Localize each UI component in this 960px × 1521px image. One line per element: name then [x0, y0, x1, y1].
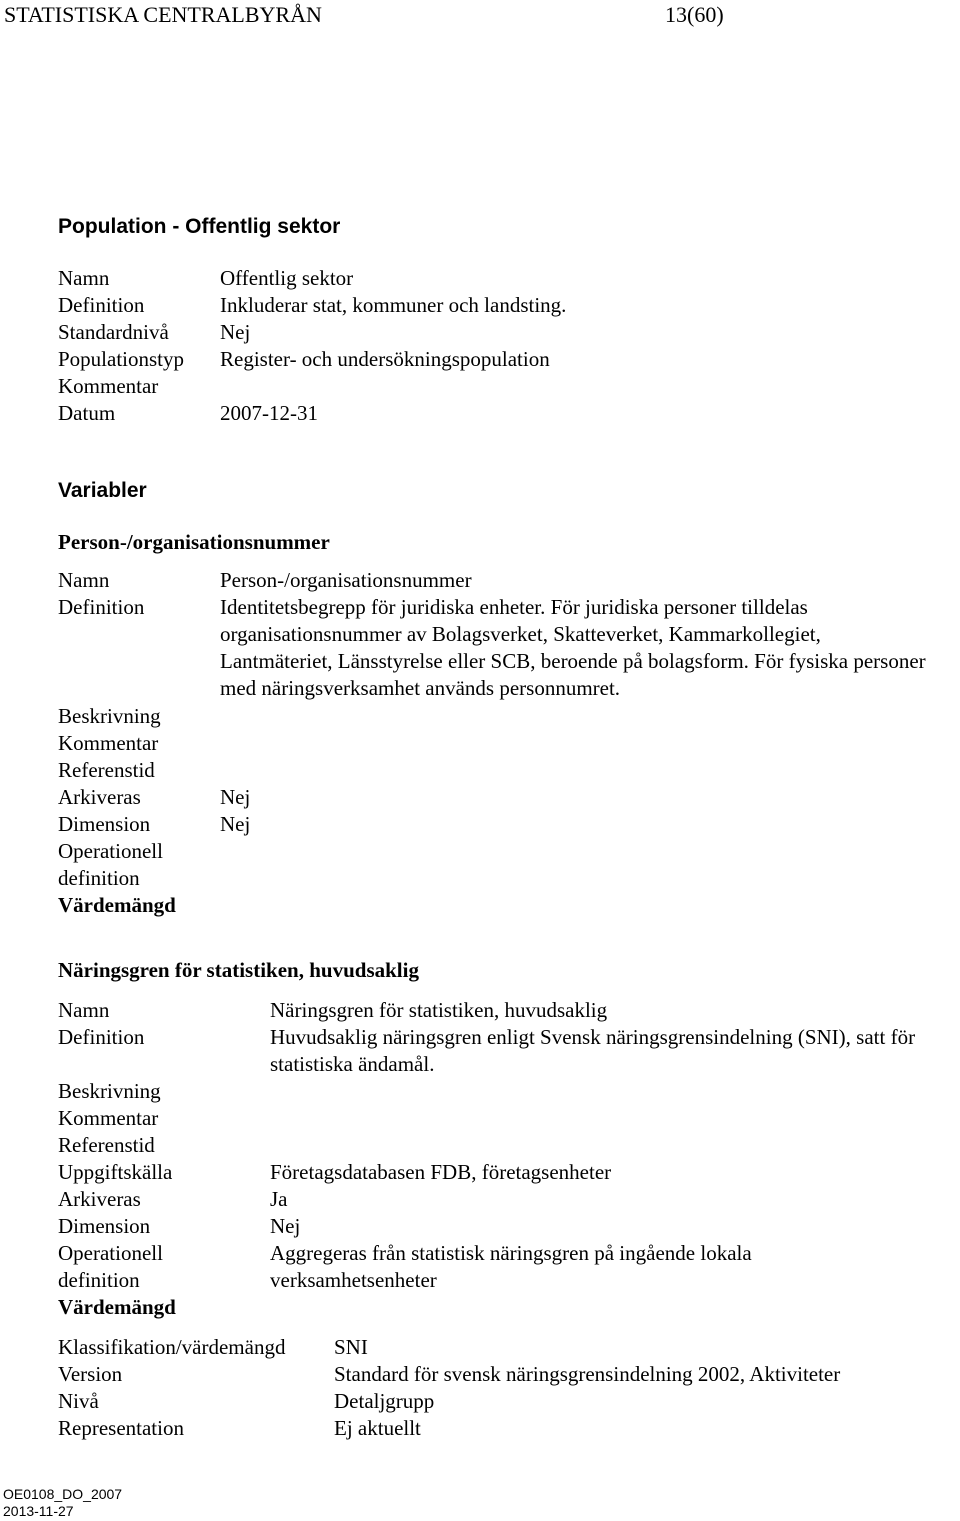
var2-value-definition: Huvudsaklig näringsgren enligt Svensk näringsgrensindelning (SNI), satt för statistiska ändamål.: [270, 1025, 916, 1076]
var1-label-dimension: Dimension: [58, 812, 151, 836]
var2-label-vardemangd: Värdemängd: [58, 1295, 176, 1319]
var1-value-arkiveras: Nej: [220, 785, 251, 809]
var1-label-arkiveras: Arkiveras: [58, 785, 141, 809]
var2-label-definition: Definition: [58, 1025, 145, 1049]
var2-value-uppgiftskalla: Företagsdatabasen FDB, företagsenheter: [270, 1160, 612, 1184]
population-heading: Population - Offentlig sektor: [58, 215, 341, 238]
footer-doc-id: OE0108_DO_2007: [3, 1486, 123, 1502]
row-value: Ej aktuellt: [334, 1416, 421, 1440]
row-label: Version: [58, 1362, 123, 1386]
var1-title: Person-/organisationsnummer: [58, 530, 330, 554]
row-value: Register- och undersökningspopulation: [220, 347, 550, 371]
row-value: Offentlig sektor: [220, 266, 354, 290]
var2-value-operationell: Aggregeras från statistisk näringsgren på ingående lokala verksamhetsenheter: [270, 1241, 752, 1292]
row-label: Standardnivå: [58, 320, 169, 344]
var1-label-beskrivning: Beskrivning: [58, 704, 161, 728]
var2-value-arkiveras: Ja: [270, 1187, 288, 1211]
var2-label-referenstid: Referenstid: [58, 1133, 155, 1157]
row-label: Klassifikation/värdemängd: [58, 1335, 286, 1359]
var1-label-definition: Definition: [58, 595, 145, 619]
var2-label-operationell: Operationell: [58, 1241, 163, 1265]
var1-label-vardemangd: Värdemängd: [58, 893, 176, 917]
var2-label-operationell-cont: definition: [58, 1268, 140, 1292]
row-value: SNI: [334, 1335, 368, 1359]
row-value: Nej: [220, 320, 251, 344]
row-label: Definition: [58, 293, 145, 317]
var2-value-dimension: Nej: [270, 1214, 301, 1238]
var1-label-referenstid: Referenstid: [58, 758, 155, 782]
row-value: 2007-12-31: [220, 401, 318, 425]
row-label: Kommentar: [58, 374, 159, 398]
var1-value-dimension: Nej: [220, 812, 251, 836]
var2-label-dimension: Dimension: [58, 1214, 151, 1238]
var1-label-operationell: Operationell: [58, 839, 163, 863]
var1-label-operationell-cont: definition: [58, 866, 140, 890]
var1-label-namn: Namn: [58, 568, 110, 592]
row-value: Detaljgrupp: [334, 1389, 435, 1413]
var1-value-definition: Identitetsbegrepp för juridiska enheter. För juridiska personer tilldelas organisationsnummer av Bolagsverket, Skatteverket, Kammarkollegiet, Lantmäteriet, Länsstyrelse eller SCB, beroende på bolagsform. För fysiska personer med näringsverksamhet används personnumret.: [220, 595, 926, 700]
var2-label-beskrivning: Beskrivning: [58, 1079, 161, 1103]
header-org: STATISTISKA CENTRALBYRÅN: [4, 2, 322, 27]
var2-label-uppgiftskalla: Uppgiftskälla: [58, 1160, 173, 1184]
var2-label-arkiveras: Arkiveras: [58, 1187, 141, 1211]
row-label: Datum: [58, 401, 116, 425]
row-label: Nivå: [58, 1389, 99, 1413]
footer-date: 2013-11-27: [3, 1503, 74, 1519]
var1-value-namn: Person-/organisationsnummer: [220, 568, 472, 592]
var2-title: Näringsgren för statistiken, huvudsaklig: [58, 958, 419, 982]
variabler-heading: Variabler: [58, 479, 147, 502]
row-label: Populationstyp: [58, 347, 185, 371]
row-label: Namn: [58, 266, 110, 290]
var2-label-kommentar: Kommentar: [58, 1106, 159, 1130]
row-value: Standard för svensk näringsgrensindelning 2002, Aktiviteter: [334, 1362, 841, 1386]
row-value: Inkluderar stat, kommuner och landsting.: [220, 293, 567, 317]
row-label: Representation: [58, 1416, 184, 1440]
header-page-number: 13(60): [665, 2, 724, 27]
var2-value-namn: Näringsgren för statistiken, huvudsaklig: [270, 998, 608, 1022]
var2-label-namn: Namn: [58, 998, 110, 1022]
var1-label-kommentar: Kommentar: [58, 731, 159, 755]
